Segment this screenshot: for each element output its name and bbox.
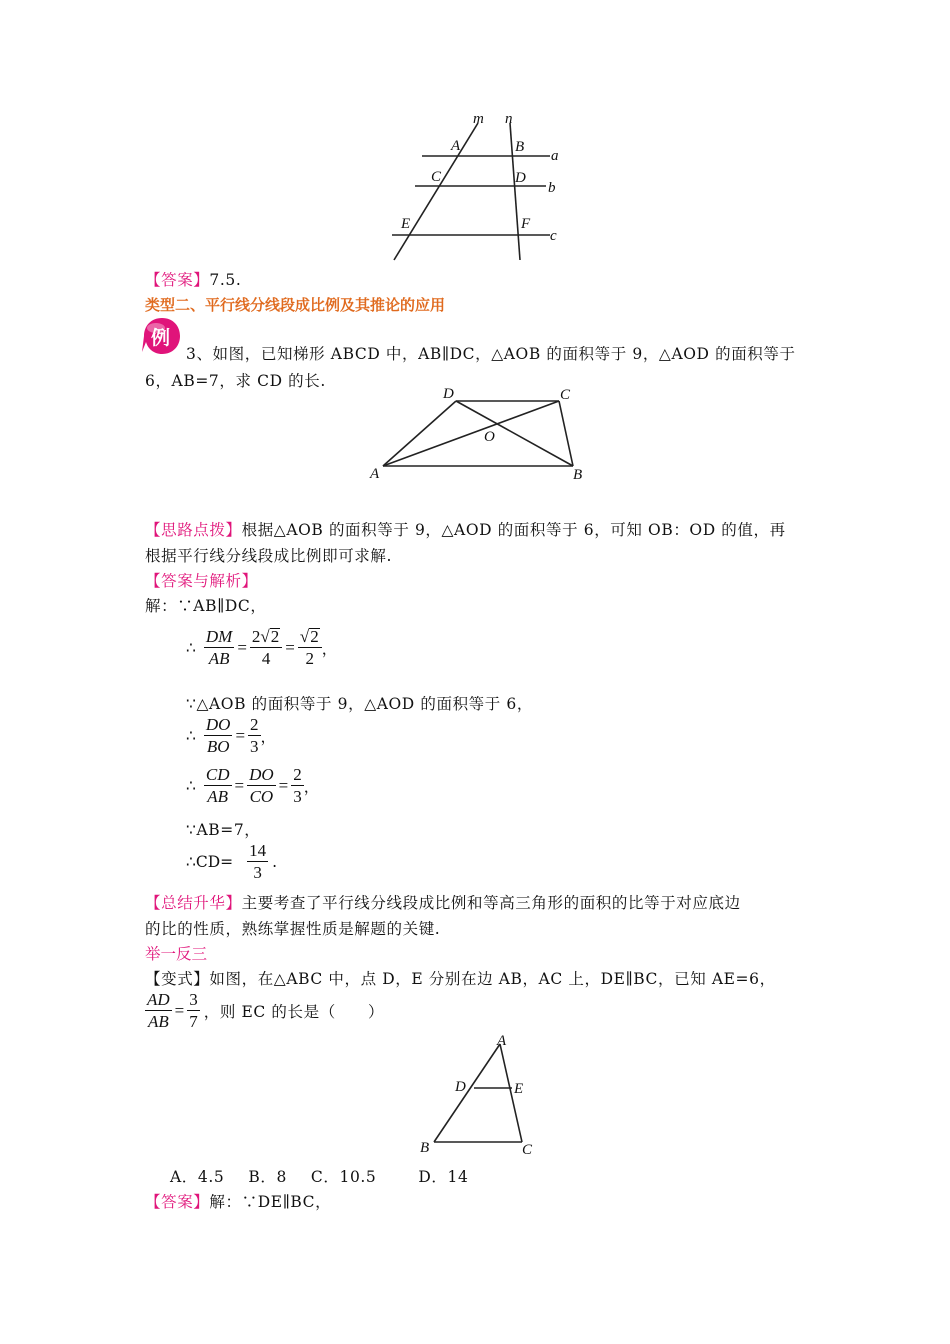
frac-num: 2 — [293, 765, 302, 784]
option-d[interactable]: D．14 — [418, 1168, 469, 1186]
equals-sign: = — [285, 637, 295, 657]
answer-label: 【答案】 — [145, 271, 210, 289]
therefore-symbol: ∴ — [186, 776, 196, 795]
frac-den: AB — [208, 649, 230, 668]
frac-den: BO — [206, 737, 230, 756]
eq-end: ， — [303, 777, 320, 796]
hint-line-2: 根据平行线分线段成比例即可求解. — [145, 547, 393, 565]
fraction-14-3 — [247, 840, 268, 883]
fraction-DO-BO — [204, 714, 233, 757]
diagonal-BD — [456, 401, 573, 466]
segment-BC — [559, 401, 573, 466]
answer-value: 7.5. — [209, 271, 242, 289]
equation-2 — [186, 714, 276, 757]
summary-text-1: 主要考查了平行线分线段成比例和等高三角形的面积的比等于对应底边 — [241, 894, 741, 912]
label-E: E — [514, 1081, 524, 1097]
label-m: m — [473, 111, 484, 127]
frac-den: 7 — [189, 1012, 198, 1031]
coef: 2 — [251, 627, 261, 646]
label-A: A — [370, 466, 380, 482]
hint-line-1 — [145, 518, 786, 540]
fraction-CD-AB — [204, 764, 232, 807]
label-B: B — [515, 139, 525, 155]
figure-parallel-lines — [388, 108, 568, 268]
equals-sign: = — [237, 637, 247, 657]
solution-step-2: ∵△AOB 的面积等于 9，△AOD 的面积等于 6， — [186, 695, 533, 713]
label-E: E — [401, 216, 411, 232]
label-O: O — [484, 429, 495, 445]
figure-triangle — [414, 1032, 544, 1160]
fraction-AD-AB — [145, 989, 172, 1032]
option-a[interactable]: A．4.5 — [170, 1168, 225, 1186]
label-C: C — [431, 169, 442, 185]
section-title: 类型二、平行线分线段成比例及其推论的应用 — [145, 296, 446, 314]
summary-line-2: 的比的性质，熟练掌握性质是解题的关键. — [145, 920, 441, 938]
fraction-2-3 — [248, 714, 261, 757]
fraction-DM-AB — [204, 626, 234, 669]
frac-den: AB — [147, 1012, 169, 1031]
eq-end: ， — [260, 727, 277, 746]
equals-sign: = — [278, 775, 289, 795]
label-B: B — [573, 467, 583, 483]
frac-den: 3 — [293, 787, 302, 806]
radicand: 2 — [310, 627, 319, 646]
cd-prefix: ∴CD= — [186, 852, 234, 871]
equals-sign: = — [174, 1000, 185, 1020]
summary-line-1 — [145, 891, 741, 913]
line-m — [394, 123, 478, 260]
fraction-2-3 — [291, 764, 304, 807]
label-D: D — [443, 386, 454, 402]
practice-title: 举一反三 — [145, 945, 208, 963]
equals-sign: = — [235, 725, 246, 745]
option-b[interactable]: B．8 — [248, 1168, 287, 1186]
frac-den: AB — [207, 787, 229, 806]
hint-label: 【思路点拨】 — [145, 521, 242, 539]
frac-num — [298, 626, 322, 648]
eq-end: ， — [321, 639, 338, 658]
label-B: B — [420, 1140, 430, 1156]
therefore-symbol: ∴ — [186, 726, 196, 745]
practice-options — [170, 1165, 468, 1187]
hint-text-1: 根据△AOB 的面积等于 9，△AOD 的面积等于 6，可知 OB：OD 的值，再 — [241, 521, 786, 539]
frac-den: 3 — [250, 737, 259, 756]
label-A: A — [451, 138, 461, 154]
solution-label: 【答案与解析】 — [145, 572, 258, 590]
summary-label: 【总结升华】 — [145, 894, 242, 912]
frac-den: 4 — [261, 649, 271, 668]
equation-1 — [186, 626, 337, 669]
diagonal-AC — [383, 401, 559, 466]
frac-num: DM — [205, 627, 233, 646]
label-D: D — [515, 170, 526, 186]
frac-num: 3 — [189, 990, 198, 1009]
sqrt-sign: √ — [260, 627, 270, 646]
frac-num: CD — [205, 765, 230, 784]
equation-3 — [186, 764, 319, 807]
fraction-root2-2 — [298, 626, 322, 669]
answer-2 — [145, 1190, 331, 1212]
label-b: b — [548, 180, 556, 196]
frac-num: AD — [147, 990, 170, 1009]
answer-1 — [145, 268, 241, 290]
practice-label: 【变式】 — [145, 970, 210, 988]
segment-AD — [383, 401, 456, 466]
eq-end: . — [272, 852, 278, 871]
answer-label: 【答案】 — [145, 1193, 210, 1211]
frac-num: DO — [205, 715, 231, 734]
label-a: a — [551, 148, 559, 164]
label-C: C — [522, 1142, 533, 1158]
label-n: n — [505, 111, 513, 127]
radicand: 2 — [270, 627, 280, 646]
label-C: C — [560, 387, 571, 403]
practice-text-2: ，则 EC 的长是（ ） — [203, 1002, 385, 1021]
practice-text-1: 如图，在△ABC 中，点 D，E 分别在边 AB，AC 上，DE∥BC，已知 AE=6， — [209, 970, 776, 988]
equals-sign: = — [234, 775, 245, 795]
practice-line-2 — [145, 989, 384, 1032]
frac-num: DO — [249, 765, 274, 784]
example-badge-label: 例 — [151, 327, 171, 349]
example-3-line-1: 3、如图，已知梯形 ABCD 中，AB∥DC，△AOB 的面积等于 9，△AOD 的面积等于 — [186, 345, 796, 363]
fraction-DO-CO — [247, 764, 276, 807]
example-3-line-2: 6，AB=7，求 CD 的长. — [145, 372, 326, 390]
fraction-2root2-4 — [250, 626, 282, 669]
label-A: A — [497, 1033, 507, 1049]
label-D: D — [455, 1079, 466, 1095]
frac-num — [250, 626, 282, 648]
frac-den: 3 — [253, 863, 262, 882]
frac-den: 2 — [305, 649, 315, 668]
fraction-3-7 — [187, 989, 200, 1032]
option-c[interactable]: C．10.5 — [310, 1168, 377, 1186]
frac-num: 2 — [250, 715, 259, 734]
frac-den: CO — [249, 787, 274, 806]
label-c: c — [550, 228, 557, 244]
label-F: F — [521, 216, 531, 232]
equation-5 — [186, 840, 277, 883]
frac-num: 14 — [249, 841, 267, 860]
practice-line-1 — [145, 967, 776, 989]
therefore-symbol: ∴ — [186, 638, 196, 657]
answer-text: 解：∵DE∥BC， — [209, 1193, 332, 1211]
segment-AB — [434, 1044, 500, 1142]
figure-trapezoid — [366, 383, 590, 483]
sqrt-sign: √ — [299, 627, 310, 646]
solution-intro: 解：∵AB∥DC， — [145, 597, 267, 615]
solution-step-4: ∵AB=7， — [186, 821, 261, 839]
